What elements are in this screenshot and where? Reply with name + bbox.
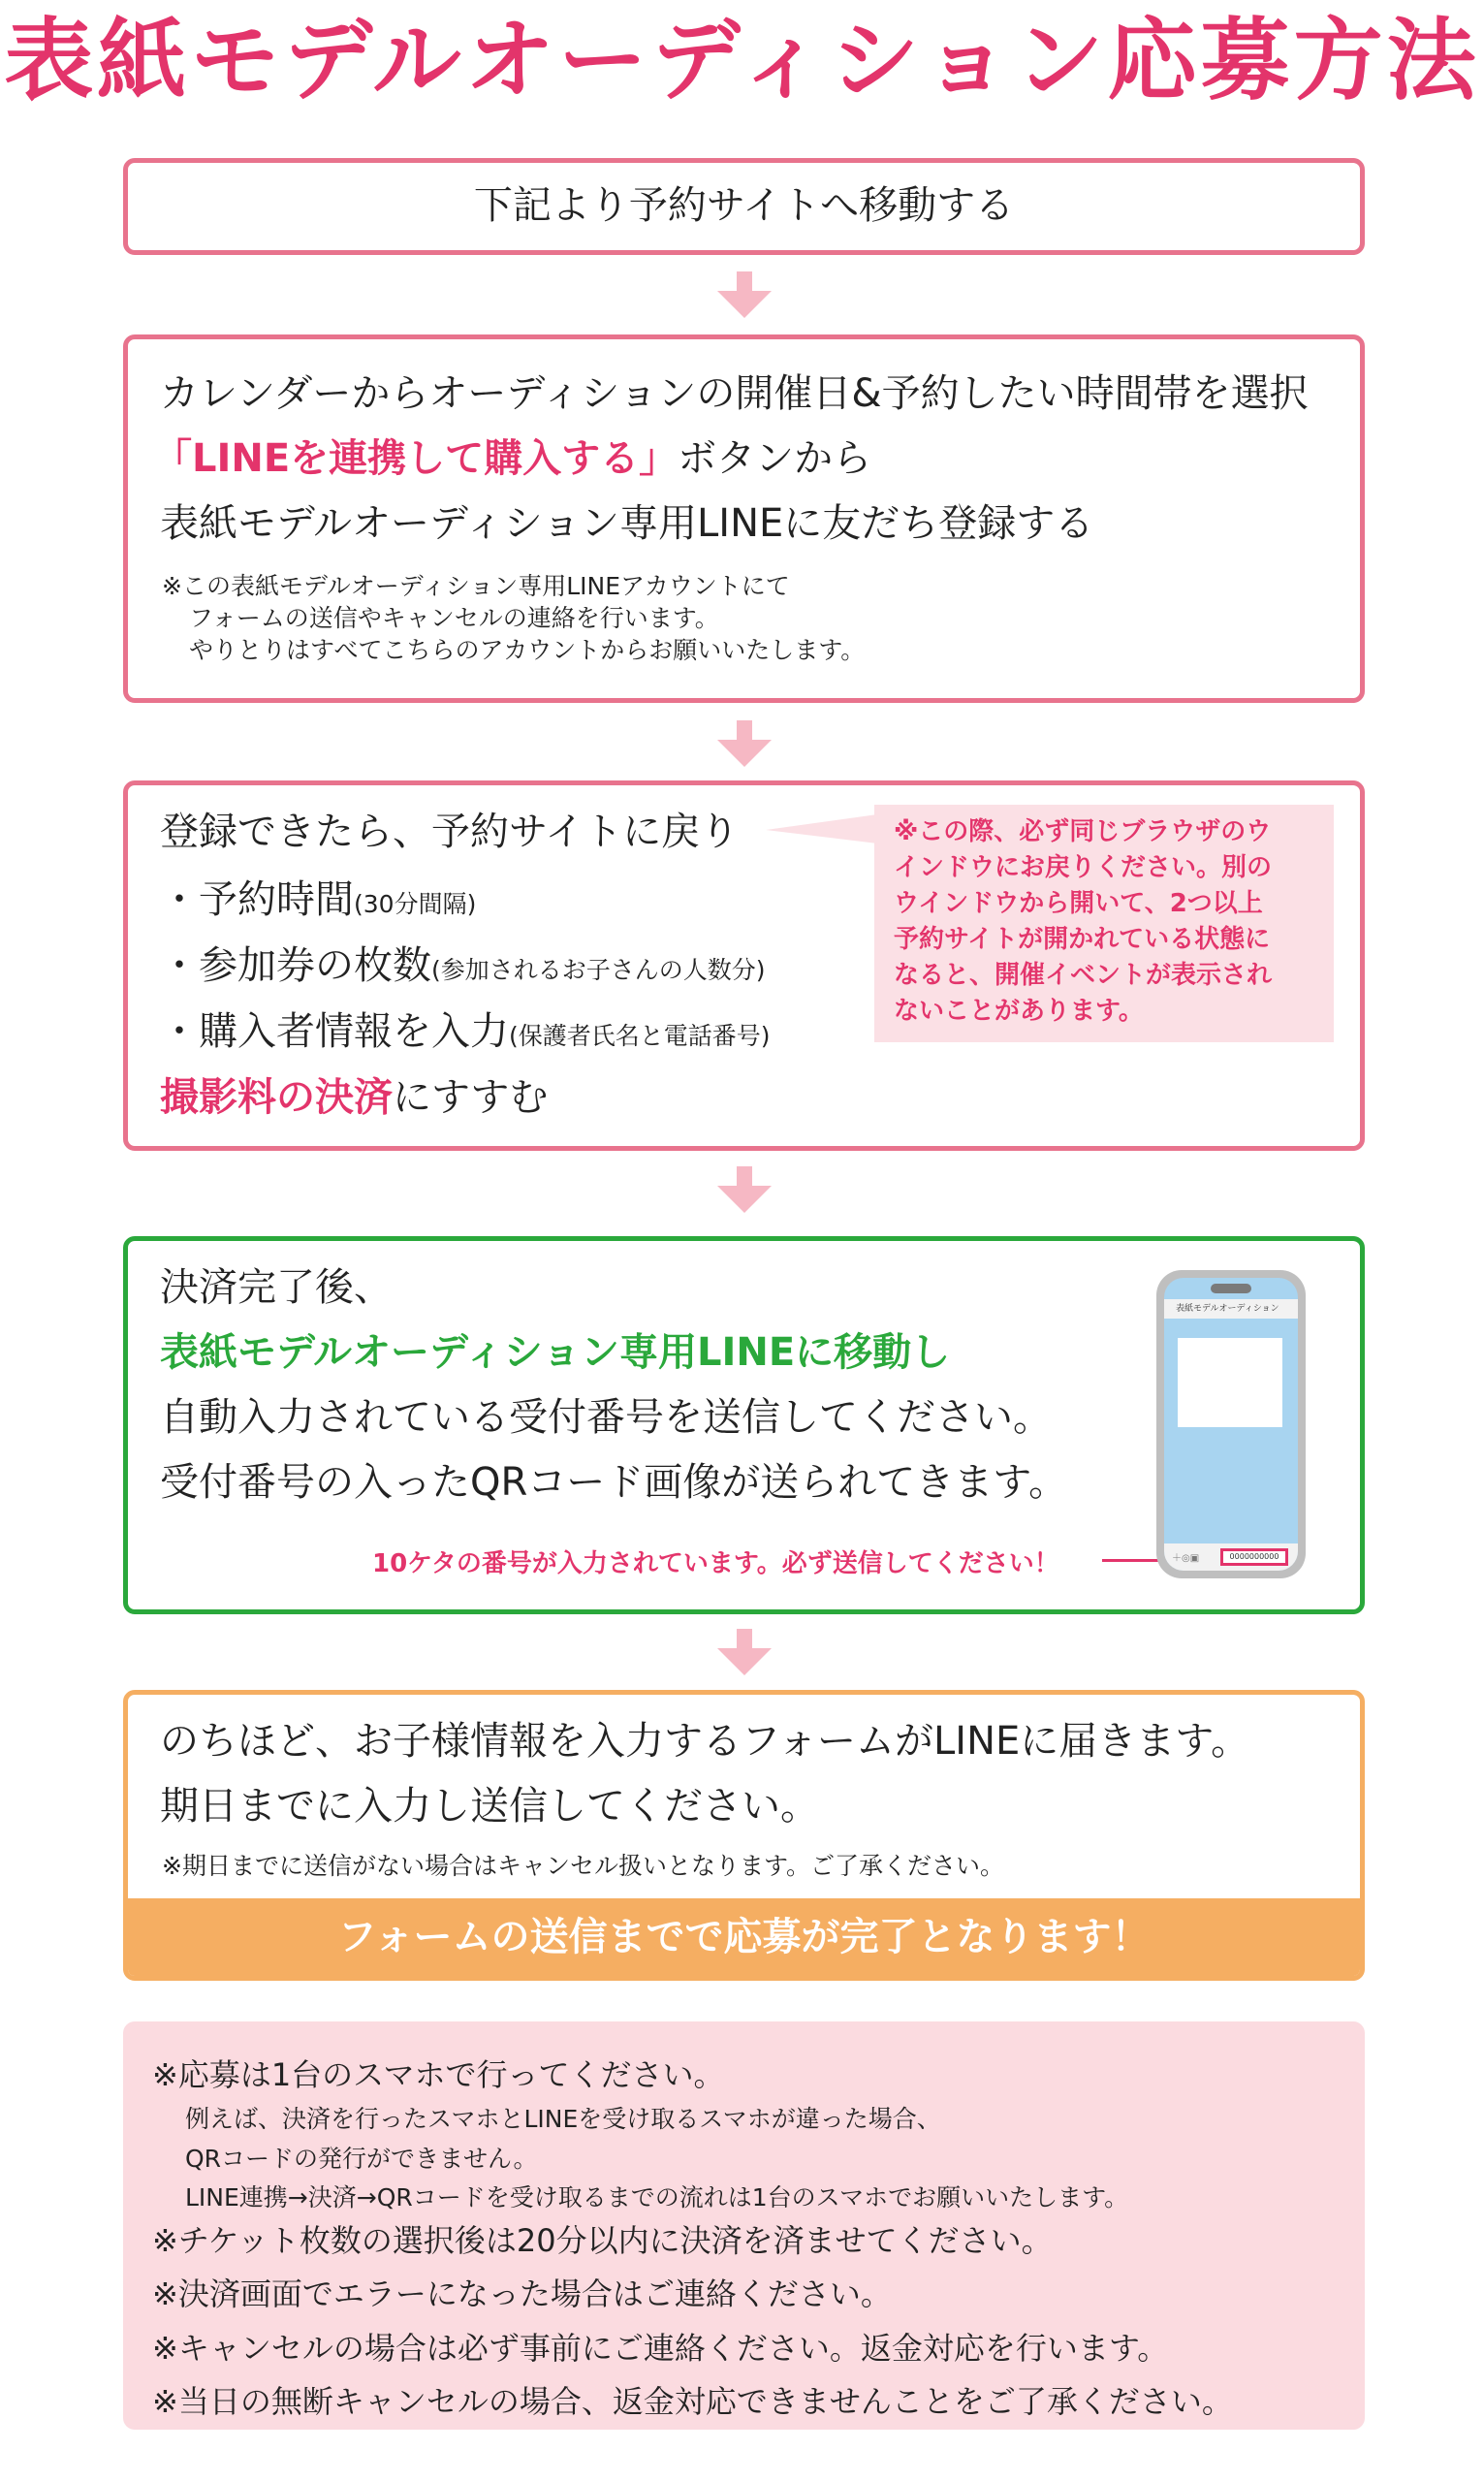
step3-item-buyer [160,1006,771,1062]
note-no-show: ※当日の無断キャンセルの場合、返金対応できませんことをご了承ください。 [152,2383,1233,2420]
phone-screen [1164,1278,1298,1571]
step3-item-buyer-label: ・購入者情報を入力 [160,1009,509,1054]
browser-warning-callout [874,805,1334,1042]
step3-item-time [160,875,476,930]
phone-illustration [1156,1270,1306,1578]
step3-line1: 登録できたら、予約サイトに戻り [160,810,740,854]
note-one-phone-detail: LINE連携→決済→QRコードを受け取るまでの流れは1台のスマホでお願いいたします。 [185,2183,1129,2212]
down-arrow-icon [717,1629,772,1675]
camera-icon: ＋◎▣ [1172,1553,1200,1564]
step2-line2-rest: ボタンから [678,436,872,481]
step4-line4: 受付番号の入ったQRコード画像が送られてきます。 [160,1460,1068,1505]
note-payment-error: ※決済画面でエラーになった場合はご連絡ください。 [152,2275,892,2312]
step3-last-rest: にすすむ [393,1075,549,1120]
step2-line1: カレンダーからオーディションの開催日&予約したい時間帯を選択 [160,371,1309,416]
page-title: 表紙モデルオーディション応募方法 [4,9,1480,112]
phone-chat-header: 表紙モデルオーディション [1164,1299,1298,1319]
step4-line3: 自動入力されている受付番号を送信してください。 [160,1395,1052,1440]
callout-line: なると、開催イベントが表示され [894,961,1273,990]
step1-box[interactable] [123,158,1365,255]
phone-notch [1211,1284,1251,1293]
note-payment-time: ※チケット枚数の選択後は20分以内に決済を済ませてください。 [152,2222,1053,2259]
callout-line: インドウにお戻りください。別の [894,853,1273,882]
line-link-button-label: 「LINEを連携して購入する」 [153,436,679,481]
step5-box [123,1690,1365,1981]
step3-payment-highlight: 撮影料の決済 [160,1075,393,1120]
step3-item-count-sub: (参加されるお子さんの人数分) [431,956,766,984]
callout-line: ないことがあります。 [894,997,1144,1026]
step3-item-time-sub: (30分間隔) [354,890,477,918]
step4-annotation: 10ケタの番号が入力されています。必ず送信してください！ [372,1549,1059,1578]
step3-last [160,1072,548,1123]
down-arrow-icon [717,1166,772,1213]
step5-note: ※期日までに送信がない場合はキャンセル扱いとなります。ご了承ください。 [162,1852,1004,1880]
step3-item-count [160,940,766,996]
notes-panel [123,2021,1365,2430]
step2-note3: やりとりはすべてこちらのアカウントからお願いいたします。 [189,636,866,664]
step2-note2: フォームの送信やキャンセルの連絡を行います。 [189,604,719,632]
step4-line2: 表紙モデルオーディション専用LINEに移動し [160,1330,951,1375]
step1-text: 下記より予約サイトへ移動する [473,183,1015,228]
step3-item-buyer-sub: (保護者氏名と電話番号) [509,1022,771,1050]
note-one-phone: ※応募は1台のスマホで行ってください。 [152,2056,725,2093]
step2-line2 [153,433,871,484]
step2-line3: 表紙モデルオーディション専用LINEに友だち登録する [160,501,1094,546]
qr-image-placeholder [1178,1338,1282,1427]
step5-line1: のちほど、お子様情報を入力するフォームがLINEに届きます。 [160,1719,1250,1764]
step2-note1: ※この表紙モデルオーディション専用LINEアカウントにて [162,572,790,600]
completion-banner: フォームの送信までで応募が完了となります！ [128,1898,1360,1976]
step3-item-time-label: ・予約時間 [160,877,354,922]
callout-line: 予約サイトが開かれている状態に [894,925,1271,954]
callout-line: ※この際、必ず同じブラウザのウ [894,817,1272,846]
note-cancel: ※キャンセルの場合は必ず事前にご連絡ください。返金対応を行います。 [152,2330,1169,2367]
callout-line: ウインドウから開いて、2つ以上 [894,889,1263,918]
callout-pointer-icon [766,814,877,843]
receipt-number-field: 0000000000 [1220,1548,1288,1566]
step5-line2: 期日までに入力し送信してください。 [160,1784,819,1829]
down-arrow-icon [717,271,772,318]
note-one-phone-detail: 例えば、決済を行ったスマホとLINEを受け取るスマホが違った場合、 [185,2105,941,2133]
step4-line1: 決済完了後、 [160,1265,393,1310]
step3-item-count-label: ・参加券の枚数 [160,943,431,988]
step2-box [123,334,1365,703]
phone-input-bar [1164,1543,1298,1571]
note-one-phone-detail: QRコードの発行ができません。 [185,2145,538,2173]
down-arrow-icon [717,720,772,767]
